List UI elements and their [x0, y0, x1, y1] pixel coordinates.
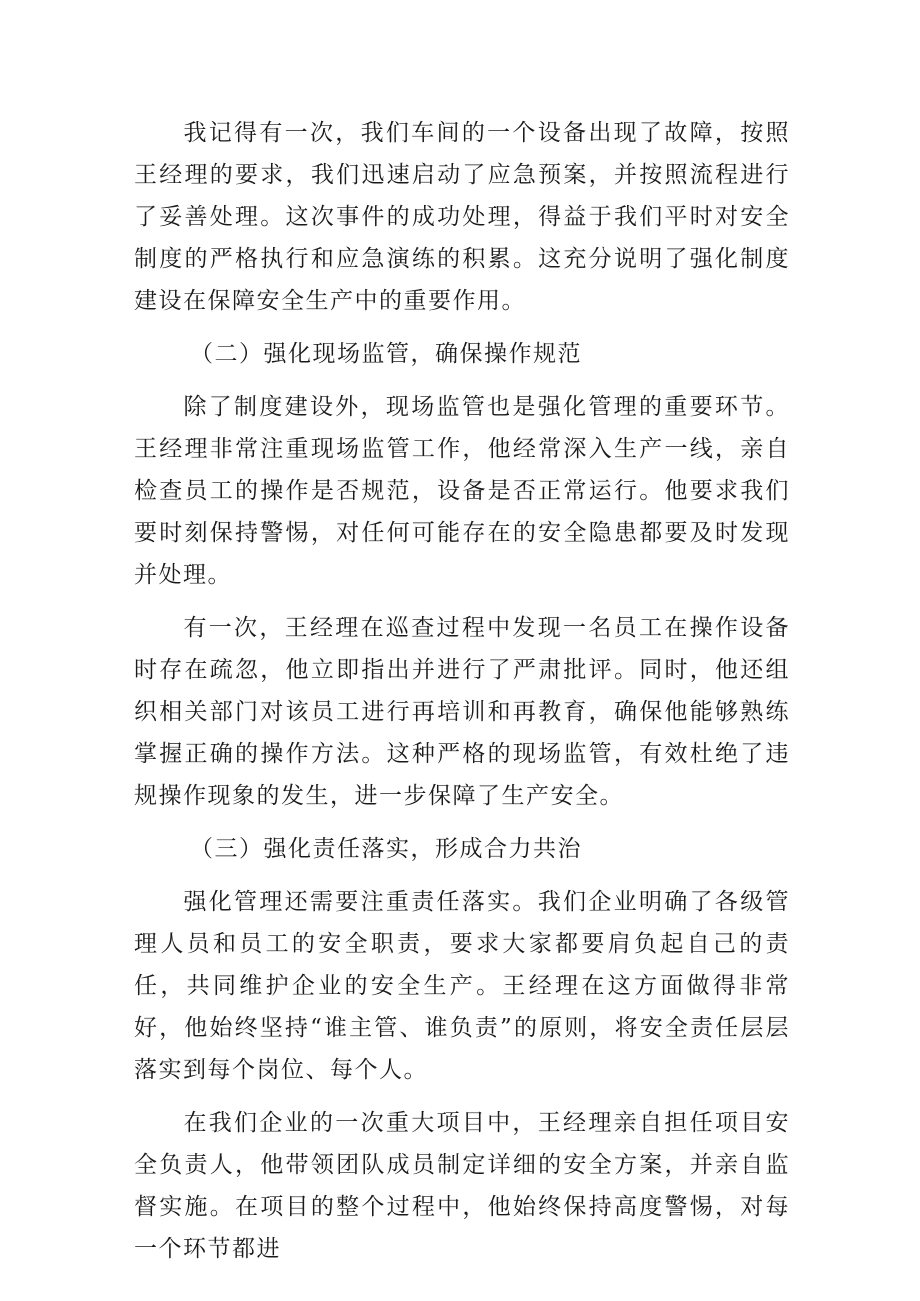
- paragraph-major-project: 在我们企业的一次重大项目中，王经理亲自担任项目安全负责人，他带领团队成员制定详细的安全方案，并亲自监督实施。在项目的整个过程中，他始终保持高度警惕，对每一个环节都进: [134, 1110, 790, 1262]
- section-heading-responsibility: （三）强化责任落实，形成合力共治: [190, 836, 582, 862]
- paragraph-site-supervision: 除了制度建设外，现场监管也是强化管理的重要环节。王经理非常注重现场监管工作，他经常深入生产一线，亲自检查员工的操作是否规范，设备是否正常运行。他要求我们要时刻保持警惕，对任何可能存在的安全隐患都要及时发现并处理。: [134, 394, 790, 588]
- paragraph-inspection-example: 有一次，王经理在巡查过程中发现一名员工在操作设备时存在疏忽，他立即指出并进行了严肃批评。同时，他还组织相关部门对该员工进行再培训和再教育，确保他能够熟练掌握正确的操作方法。这种严格的现场监管，有效杜绝了违规操作现象的发生，进一步保障了生产安全。: [134, 615, 790, 809]
- section-heading-site-supervision: （二）强化现场监管，确保操作规范: [190, 341, 582, 367]
- paragraph-responsibility: 强化管理还需要注重责任落实。我们企业明确了各级管理人员和员工的安全职责，要求大家都要肩负起自己的责任，共同维护企业的安全生产。王经理在这方面做得非常好，他始终坚持“谁主管、谁负责”的原则，将安全责任层层落实到每个岗位、每个人。: [134, 889, 790, 1083]
- document-body: [134, 112, 790, 1281]
- paragraph-equipment-failure: 我记得有一次，我们车间的一个设备出现了故障，按照王经理的要求，我们迅速启动了应急预案，并按照流程进行了妥善处理。这次事件的成功处理，得益于我们平时对安全制度的严格执行和应急演练的积累。这充分说明了强化制度建设在保障安全生产中的重要作用。: [134, 120, 790, 314]
